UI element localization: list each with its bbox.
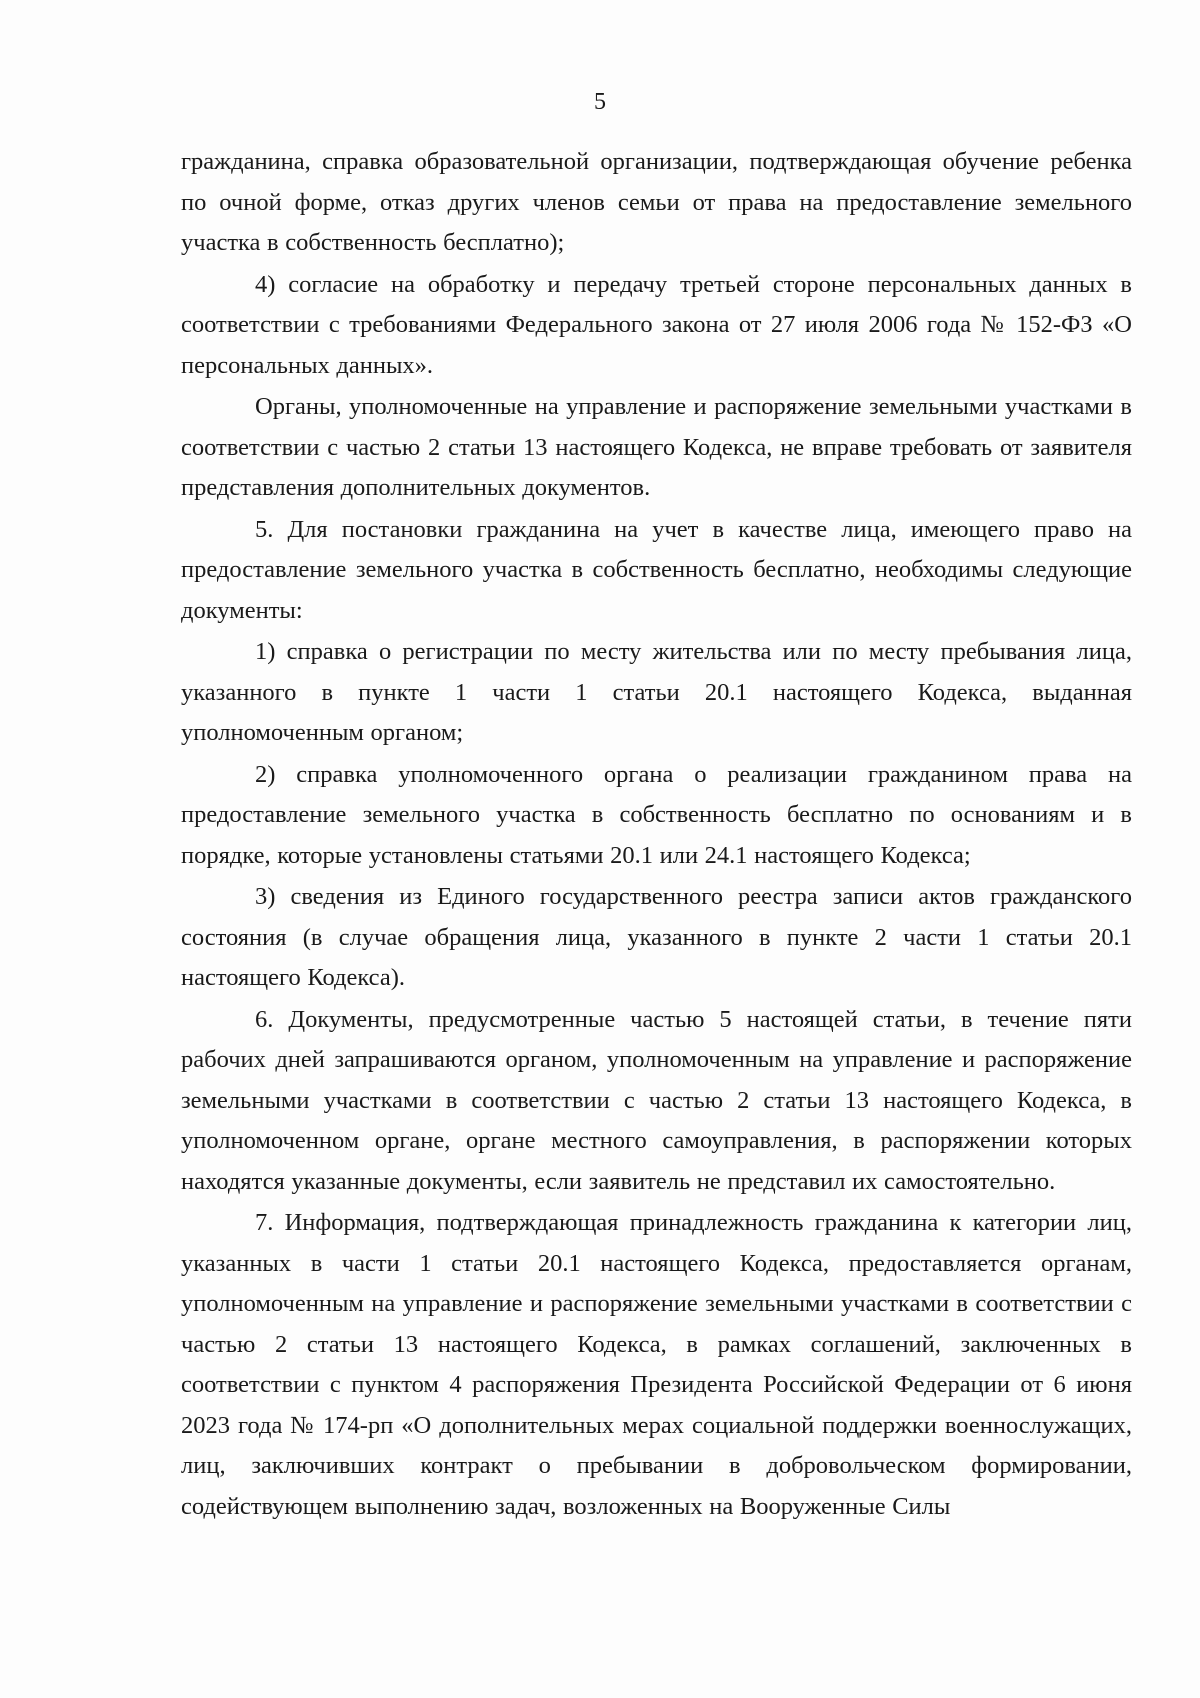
paragraph-section-5-item-2: 2) справка уполномоченного органа о реализации гражданином права на предоставление земельного участка в собственность бесплатно по основаниям и в порядке, которые установлены статьями 20.1 или 24.1 настоящего Кодекса; (181, 760, 1132, 869)
paragraph-authorities-restriction: Органы, уполномоченные на управление и распоряжение земельными участками в соответствии с частью 2 статьи 13 настоящего Кодекса, не вправе требовать от заявителя представления дополнительных документов. (181, 393, 1132, 501)
page-number: 5 (594, 89, 606, 115)
paragraph-section-5-intro: 5. Для постановки гражданина на учет в качестве лица, имеющего право на предоставление земельного участка в собственность бесплатно, необходимы следующие документы: (181, 515, 1132, 624)
paragraph-section-5-item-3: 3) сведения из Единого государственного реестра записи актов гражданского состояния (в случае обращения лица, указанного в пункте 2 части 1 статьи 20.1 настоящего Кодекса). (181, 883, 1132, 991)
document-body (181, 142, 1132, 1527)
paragraph-continuation: гражданина, справка образовательной организации, подтверждающая обучение ребенка по очной форме, отказ других членов семьи от права на предоставление земельного участка в собственность бесплатно); (181, 148, 1132, 256)
paragraph-section-7: 7. Информация, подтверждающая принадлежность гражданина к категории лиц, указанных в части 1 статьи 20.1 настоящего Кодекса, предоставляется органам, уполномоченным на управление и распоряжение земельными участками в соответствии с частью 2 статьи 13 настоящего Кодекса, в рамках соглашений, заключенных в соответствии с пунктом 4 распоряжения Президента Российской Федерации от 6 июня 2023 года № 174-рп «О дополнительных мерах социальной поддержки военнослужащих, лиц, заключивших контракт о пребывании в добровольческом формировании, содействующем выполнению задач, возложенных на Вооруженные Силы (181, 1209, 1132, 1520)
paragraph-item-4-consent: 4) согласие на обработку и передачу третьей стороне персональных данных в соответствии с требованиями Федерального закона от 27 июля 2006 года № 152-ФЗ «О персональных данных». (181, 270, 1132, 379)
paragraph-section-5-item-1: 1) справка о регистрации по месту жительства или по месту пребывания лица, указанного в пункте 1 части 1 статьи 20.1 настоящего Кодекса, выданная уполномоченным органом; (181, 638, 1132, 746)
paragraph-section-6: 6. Документы, предусмотренные частью 5 настоящей статьи, в течение пяти рабочих дней запрашиваются органом, уполномоченным на управление и распоряжение земельными участками в соответствии с частью 2 статьи 13 настоящего Кодекса, в уполномоченном органе, органе местного самоуправления, в распоряжении которых находятся указанные документы, если заявитель не представил их самостоятельно. (181, 1005, 1132, 1195)
